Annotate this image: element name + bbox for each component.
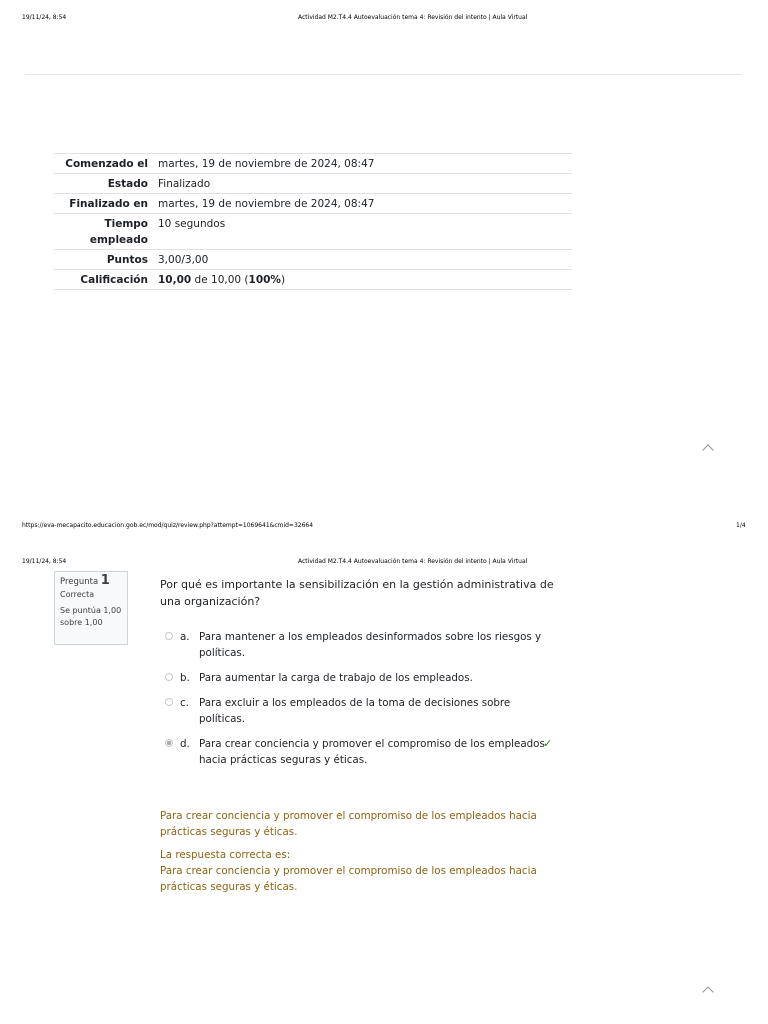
- option-letter: a.: [180, 631, 190, 643]
- summary-label: Comenzado el: [54, 154, 158, 174]
- option-text: Para mantener a los empleados desinformados sobre los riesgos y políticas.: [199, 631, 542, 659]
- print-url: https://eva-mecapacito.educacion.gob.ec/mod/quiz/review.php?attempt=1069641&cmid=32664: [22, 522, 314, 529]
- attempt-summary-table: [54, 153, 572, 290]
- question-info-box: [54, 571, 128, 645]
- specific-feedback: Para crear conciencia y promover el compromiso de los empleados hacia prácticas seguras y éticas.: [160, 810, 537, 838]
- grade-close: ): [280, 274, 286, 286]
- question-grade-line2: sobre 1,00: [60, 618, 103, 627]
- summary-value: 10 segundos: [158, 214, 572, 250]
- question-text: Por qué es importante la sensibilización en la gestión administrativa de una organización?: [160, 578, 554, 608]
- radio-icon[interactable]: [165, 673, 173, 681]
- summary-row-points: [54, 250, 572, 270]
- summary-label: Puntos: [54, 250, 158, 270]
- check-icon: ✓: [543, 737, 553, 750]
- question-number: [60, 575, 127, 588]
- summary-value: [158, 270, 572, 290]
- summary-row-started: [54, 154, 572, 174]
- question-state: Correcta: [60, 590, 95, 599]
- summary-row-time-taken: [54, 214, 572, 250]
- option-text: Para excluir a los empleados de la toma de decisiones sobre políticas.: [199, 697, 511, 725]
- option-text: Para crear conciencia y promover el compromiso de los empleados hacia prácticas seguras y éticas.: [199, 738, 545, 766]
- summary-row-state: [54, 174, 572, 194]
- option-letter: d.: [180, 738, 190, 750]
- option-text: Para aumentar la carga de trabajo de los empleados.: [199, 672, 473, 684]
- grade-of: de 10,00 (: [191, 274, 249, 286]
- summary-value: Finalizado: [158, 174, 572, 194]
- summary-value: martes, 19 de noviembre de 2024, 08:47: [158, 154, 572, 174]
- chevron-up-icon[interactable]: [702, 444, 713, 455]
- print-datetime: 19/11/24, 8:54: [22, 558, 67, 565]
- right-answer-label: La respuesta correcta es:: [160, 849, 291, 861]
- summary-row-grade: [54, 270, 572, 290]
- header-divider: [25, 74, 742, 75]
- question-number-value: 1: [100, 573, 110, 588]
- grade-percent: 100%: [248, 274, 281, 286]
- grade-value: 10,00: [158, 274, 192, 286]
- question-label: Pregunta: [60, 577, 99, 587]
- print-datetime: 19/11/24, 8:54: [22, 14, 67, 21]
- right-answer: Para crear conciencia y promover el compromiso de los empleados hacia prácticas seguras y éticas.: [160, 865, 537, 893]
- print-title: Actividad M2.T4.4 Autoevaluación tema 4: Revisión del intento | Aula Virtual: [298, 14, 528, 21]
- summary-label: Tiempo empleado: [54, 214, 158, 250]
- option-letter: c.: [180, 697, 189, 709]
- summary-value: 3,00/3,00: [158, 250, 572, 270]
- radio-icon[interactable]: [165, 739, 173, 747]
- question-grade-line1: Se puntúa 1,00: [60, 606, 122, 615]
- chevron-up-icon[interactable]: [702, 986, 713, 997]
- summary-row-finished: [54, 194, 572, 214]
- print-page-number: 1/4: [736, 522, 746, 529]
- summary-label: Calificación: [54, 270, 158, 290]
- summary-label: Finalizado en: [54, 194, 158, 214]
- option-letter: b.: [180, 672, 190, 684]
- summary-value: martes, 19 de noviembre de 2024, 08:47: [158, 194, 572, 214]
- radio-icon[interactable]: [165, 698, 173, 706]
- print-title: Actividad M2.T4.4 Autoevaluación tema 4: Revisión del intento | Aula Virtual: [298, 558, 528, 565]
- radio-icon[interactable]: [165, 632, 173, 640]
- summary-label: Estado: [54, 174, 158, 194]
